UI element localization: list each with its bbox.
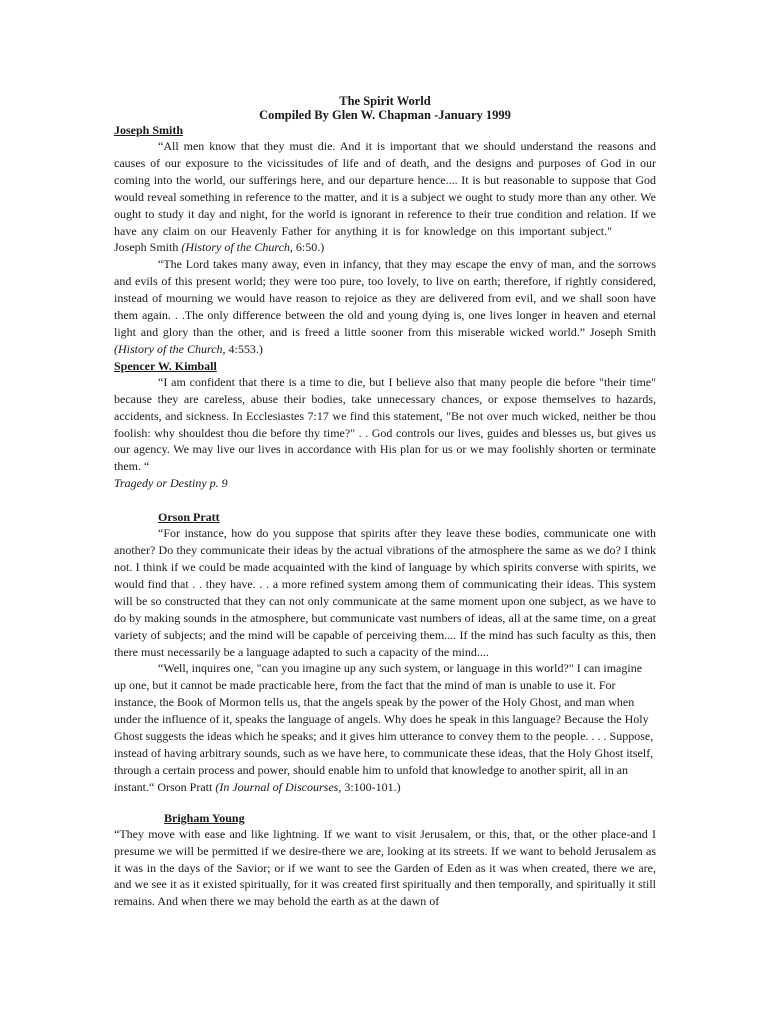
- quote-kimball-1: “I am confident that there is a time to die, but I believe also that many people die before "their time" because they are careless, abuse their bodies, take unnecessary chances, or expose themselves to hazards, accidents, and sickness. In Ecclesiastes 7:17 we find this statement, "Be not over much wicked, neither be thou foolish: why shouldest thou die before thy time?" . . God controls our lives, guides and blesses us, but gives us our agency. We may live our lives in accordance with His plan for us or we may foolishly shorten or terminate them. “: [114, 374, 656, 474]
- quote-source: (History of the Church,: [114, 341, 226, 356]
- quote-text: “Well, inquires one, "can you imagine up any such system, or language in this world?" I can imagine up one, but it cannot be made practicable here, from the fact that the mind of man is unable to use it. For instance, the Book of Mormon tells us, that the angels speak by the power of the Holy Ghost, and man when under the influence of it, speaks the language of angels. Why does he speak in this language? Because the Holy Ghost suggests the ideas which he speaks; and it gives him utterance to convey them to the people. . . . Suppose, instead of having arbitrary sounds, such as we have here, to communicate these ideas, that the Holy Ghost itself, through a certain process and power, should enable him to unfold that knowledge to another spirit, all in an instant.“ Orson Pratt: [114, 661, 654, 794]
- author-heading-pratt: Orson Pratt: [158, 510, 220, 525]
- document-title: The Spirit World: [339, 94, 431, 108]
- quote-young-1: “They move with ease and like lightning. If we want to visit Jerusalem, or this, that, or the other place-and I presume we will be permitted if we desire-there we are, looking at its streets. If we want to behold Jerusalem as it was in the days of the Savior; or if we want to see the Garden of Eden as it was when created, there we are, and we see it as it existed spiritually, for it was created first spiritually and then temporally, and spiritually it still remains. And when there we may behold the earth as at the dawn of: [114, 826, 656, 909]
- quote-ref: 3:100-101.): [344, 779, 401, 794]
- quote-author: Joseph Smith: [114, 240, 179, 255]
- quote-smith-1: [114, 138, 656, 256]
- author-heading-young: Brigham Young: [164, 810, 245, 825]
- quote-source: (History of the Church,: [181, 240, 293, 255]
- author-heading-kimball: Spencer W. Kimball: [114, 358, 217, 373]
- author-heading-smith: Joseph Smith: [114, 123, 184, 137]
- document-subtitle: Compiled By Glen W. Chapman -January 1999: [259, 108, 511, 122]
- quote-pratt-2: [114, 660, 656, 795]
- quote-text: “The Lord takes many away, even in infancy, that they may escape the envy of man, and the sorrows and evils of this present world; they were too pure, too lovely, to live on earth; therefore, if rightly considered, instead of mourning we would have reason to rejoice as they are delivered from evil, and we shall soon have them again. . .The only difference between the old and young dying is, one lives longer in heaven and eternal light and glory than the other, and is freed a little sooner from this miserable wicked world.” Joseph Smith: [114, 257, 656, 339]
- quote-source: Tragedy or Destiny p. 9: [114, 476, 228, 491]
- document-page: [114, 94, 656, 910]
- quote-pratt-1: “For instance, how do you suppose that spirits after they leave these bodies, communicate one with another? Do they communicate their ideas by the actual vibrations of the atmosphere the same as we do? I think not. I think if we could be made acquainted with the kind of language by which spirits converse with spirits, we would find that . . they have. . . a more refined system among them of communicating their ideas. This system will be so constructed that they can not only communicate at the same moment upon one subject, as we have to do by making sounds in the atmosphere, but communicate vast numbers of ideas, all at the same time, on a great variety of subjects; and the mind will be capable of perceiving them.... If the mind has such faculty as this, then there must necessarily be a language adapted to such a capacity of the mind....: [114, 526, 656, 659]
- quote-source: (In Journal of Discourses,: [215, 779, 342, 794]
- quote-ref: 6:50.): [295, 240, 325, 255]
- quote-smith-2: [114, 256, 656, 357]
- quote-text: “All men know that they must die. And it is important that we should understand the reasons and causes of our exposure to the vicissitudes of life and of death, and the designs and purposes of God in our coming into the world, our sufferings here, and our departure hence.... It is but reasonable to suppose that God would reveal something in reference to the matter, and it is a subject we ought to study more than any other. We ought to study it day and night, for the world is ignorant in reference to their true condition and relation. If we have any claim on our Heavenly Father for anything it is for knowledge on this important subject.": [114, 139, 656, 238]
- quote-ref: 4:553.): [228, 341, 263, 356]
